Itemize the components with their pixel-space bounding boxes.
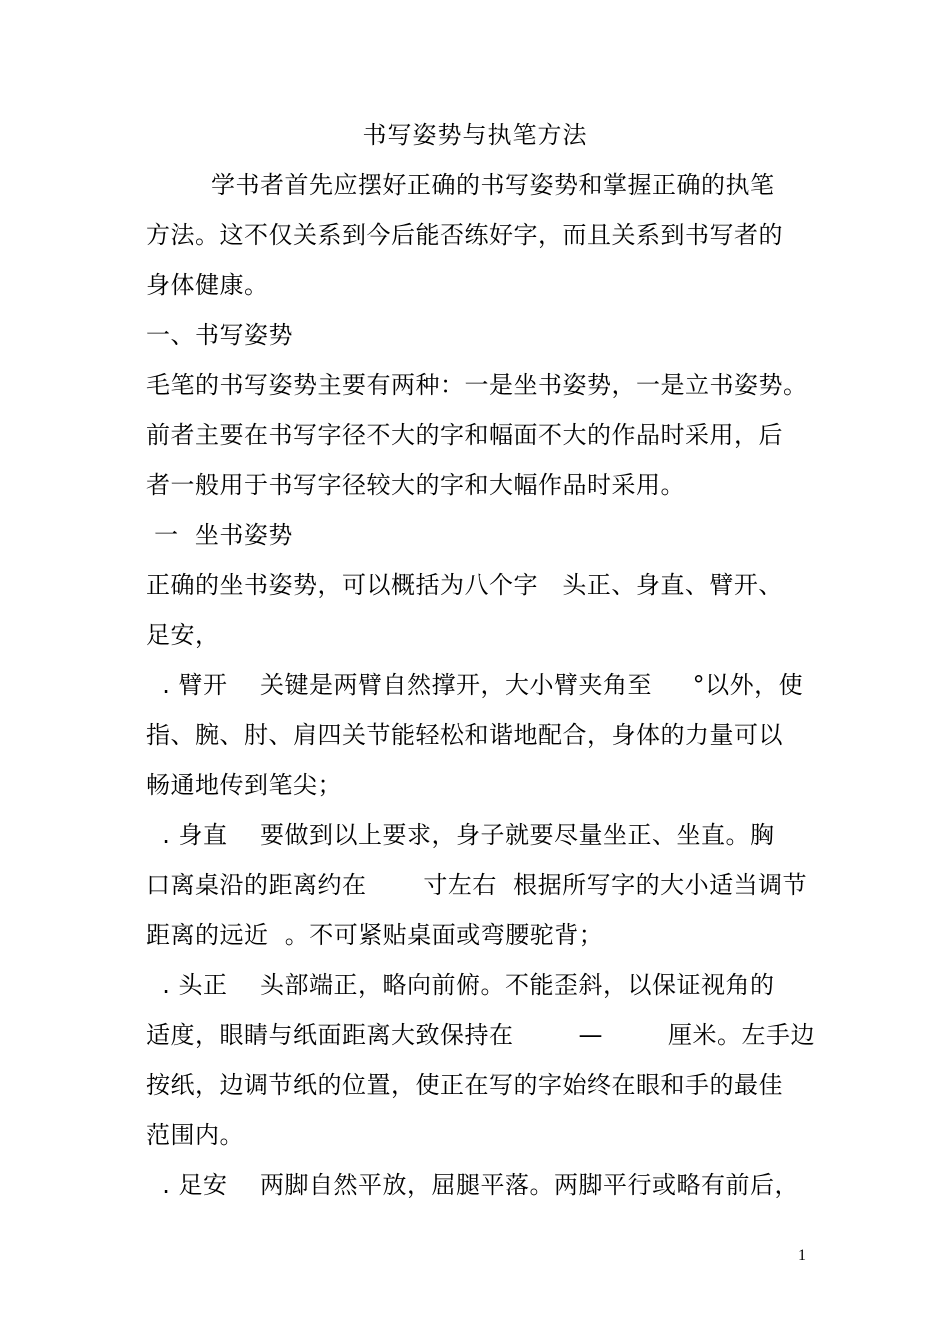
paragraph-line: 前者主要在书写字径不大的字和幅面不大的作品时采用，后	[146, 421, 783, 449]
section-heading: 一、书写姿势	[146, 321, 293, 349]
paragraph-line: 畅通地传到笔尖；	[146, 771, 342, 799]
list-item-line: . 足安 两脚自然平放，屈腿平落。两脚平行或略有前后，	[146, 1171, 800, 1199]
paragraph-line: 身体健康。	[146, 271, 269, 299]
paragraph-line: 毛笔的书写姿势主要有两种：一是坐书姿势，一是立书姿势。	[146, 371, 808, 399]
page-number: 1	[798, 1247, 806, 1264]
paragraph-line: 学书者首先应摆好正确的书写姿势和掌握正确的执笔	[146, 171, 775, 199]
paragraph-line: 正确的坐书姿势，可以概括为八个字 头正、身直、臂开、	[146, 571, 783, 599]
subsection-heading: 一 坐书姿势	[146, 521, 293, 549]
document-title: 书写姿势与执笔方法	[362, 121, 588, 149]
paragraph-line: 适度，眼睛与纸面距离大致保持在 — 厘米。左手边	[146, 1021, 816, 1049]
list-item-line: . 身直 要做到以上要求，身子就要尽量坐正、坐直。胸	[146, 821, 775, 849]
paragraph-line: 距离的远近 。不可紧贴桌面或弯腰驼背；	[146, 921, 604, 949]
paragraph-line: 按纸，边调节纸的位置，使正在写的字始终在眼和手的最佳	[146, 1071, 783, 1099]
list-item-line: . 头正 头部端正，略向前俯。不能歪斜，以保证视角的	[146, 971, 775, 999]
paragraph-line: 方法。这不仅关系到今后能否练好字，而且关系到书写者的	[146, 221, 783, 249]
paragraph-line: 范围内。	[146, 1121, 244, 1149]
paragraph-line: 者一般用于书写字径较大的字和大幅作品时采用。	[146, 471, 685, 499]
paragraph-line: 口离桌沿的距离约在 寸左右 根据所写字的大小适当调节	[146, 871, 808, 899]
list-item-line: . 臂开 关键是两臂自然撑开，大小臂夹角至 °以外，使	[146, 671, 804, 699]
paragraph-line: 指、腕、肘、肩四关节能轻松和谐地配合，身体的力量可以	[146, 721, 783, 749]
paragraph-line: 足安，	[146, 621, 220, 649]
